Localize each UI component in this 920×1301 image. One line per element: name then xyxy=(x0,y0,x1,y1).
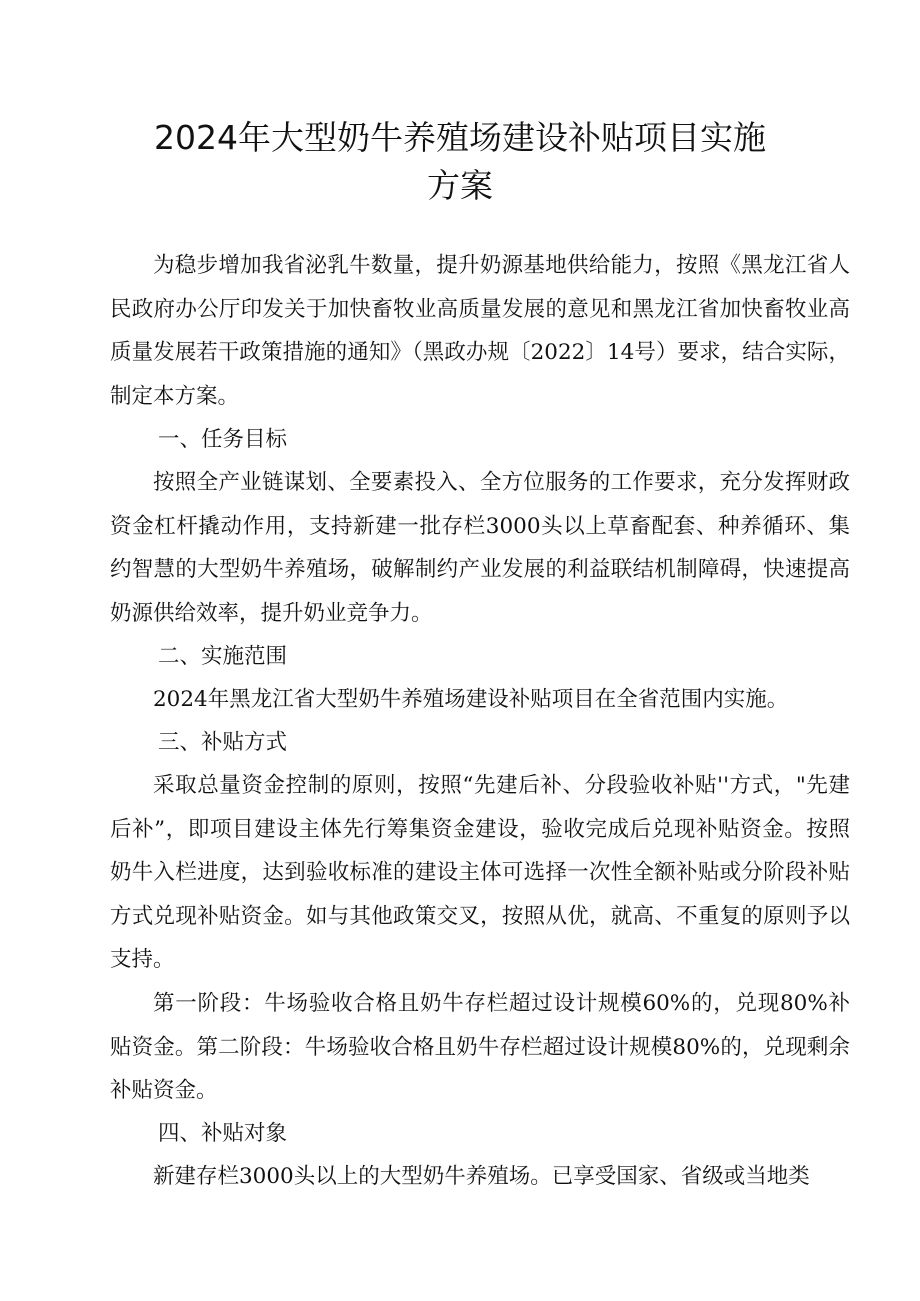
intro-paragraph: 为稳步增加我省泌乳牛数量，提升奶源基地供给能力，按照《黑龙江省人民政府办公厅印发关于加快畜牧业高质量发展的意见和黑龙江省加快畜牧业高质量发展若干政策措施的通知》（黑政办规〔2022〕14号）要求，结合实际，制定本方案。 xyxy=(110,253,850,409)
document-title-line2: 方案 xyxy=(427,166,493,205)
section3-stages-paragraph: 第一阶段：牛场验收合格且奶牛存栏超过设计规模60%的，兑现80%补贴资金。第二阶段：牛场验收合格且奶牛存栏超过设计规模80%的，兑现剩余补贴资金。 xyxy=(110,991,850,1103)
section1-paragraph: 按照全产业链谋划、全要素投入、全方位服务的工作要求，充分发挥财政资金杠杆撬动作用，支持新建一批存栏3000头以上草畜配套、种养循环、集约智慧的大型奶牛养殖场，破解制约产业发展的利益联结机制障碍，快速提高奶源供给效率，提升奶业竞争力。 xyxy=(110,470,850,626)
section4-heading: 四、补贴对象 xyxy=(158,1121,288,1146)
section3-heading: 三、补贴方式 xyxy=(158,730,288,755)
document-title-line1: 2024年大型奶牛养殖场建设补贴项目实施 xyxy=(154,118,766,157)
section2-paragraph: 2024年黑龙江省大型奶牛养殖场建设补贴项目在全省范围内实施。 xyxy=(153,687,789,712)
section2-heading: 二、实施范围 xyxy=(158,644,288,669)
section3-paragraph: 采取总量资金控制的原则，按照“先建后补、分段验收补贴''方式，"先建后补”，即项目建设主体先行筹集资金建设，验收完成后兑现补贴资金。按照奶牛入栏进度，达到验收标准的建设主体可选择一次性全额补贴或分阶段补贴方式兑现补贴资金。如与其他政策交叉，按照从优，就高、不重复的原则予以支持。 xyxy=(110,773,850,972)
section1-heading: 一、任务目标 xyxy=(158,427,288,452)
section4-paragraph: 新建存栏3000头以上的大型奶牛养殖场。已享受国家、省级或当地类 xyxy=(153,1164,810,1189)
